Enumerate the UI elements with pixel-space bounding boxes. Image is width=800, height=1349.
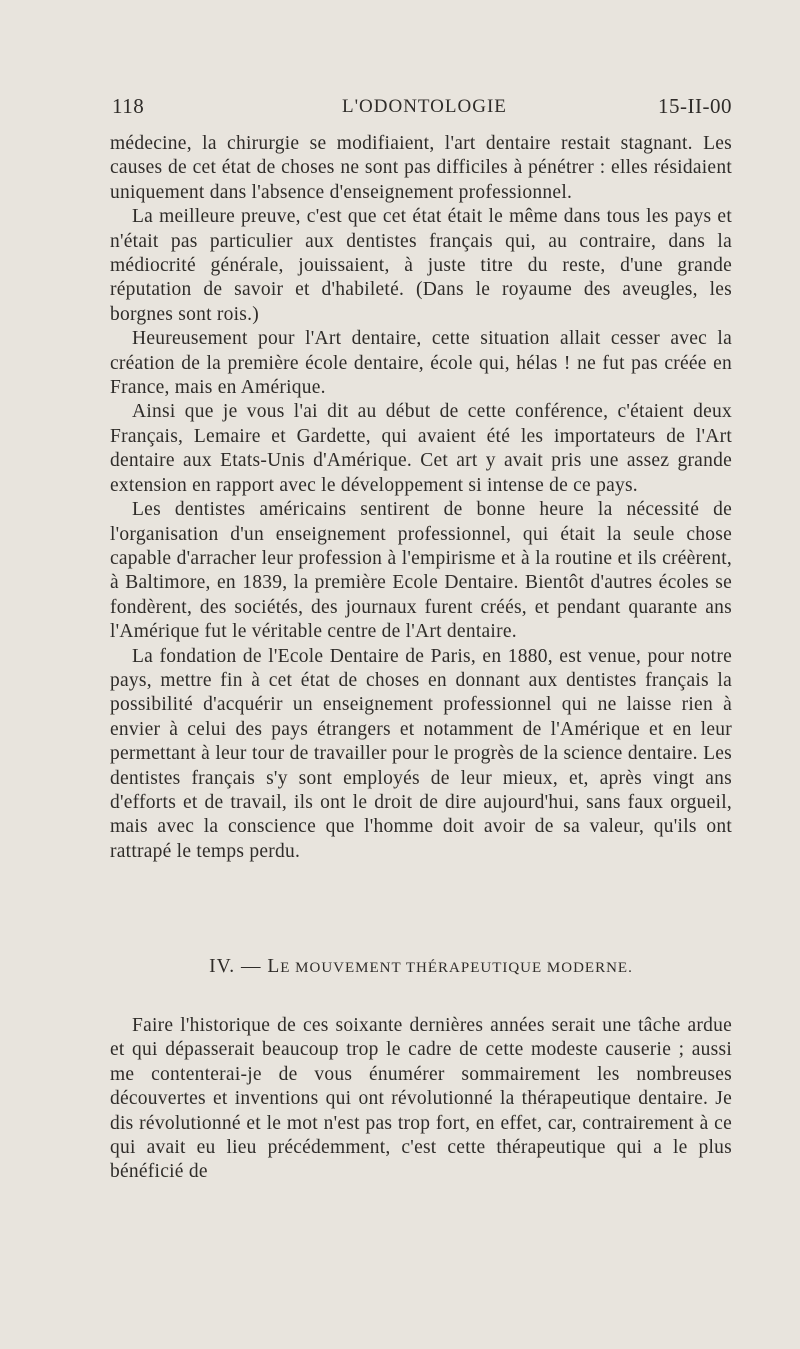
issue-date: 15-II-00 [658,94,732,118]
paragraph: Les dentistes américains sentirent de bonne heure la nécessité de l'organisation d'un enseignement professionnel, qui était la seule chose capable d'arracher leur profession à l'empirisme et à la routine et ils créèrent, à Baltimore, en 1839, la première Ecole Dentaire. Bientôt d'autres écoles se fondèrent, des sociétés, des journaux furent créés, et pendant quarante ans l'Amérique fut le véritable centre de l'Art dentaire. [110,499,732,643]
paragraph: Ainsi que je vous l'ai dit au début de cette conférence, c'étaient deux Français, Lemaire et Gardette, qui avaient été les importateurs de l'Art dentaire aux Etats-Unis d'Amérique. Cet art y avait pris une assez grande extension en rapport avec le développement si intense de ce pays. [110,401,732,496]
body-text [110,132,732,864]
paragraph: Faire l'historique de ces soixante dernières années serait une tâche ardue et qui dépasserait beaucoup trop le cadre de cette modeste causerie ; aussi me contenterai-je de vous énumérer sommairement les nombreuses découvertes et inventions qui ont révolutionné la thérapeutique dentaire. Je dis révolutionné et le mot n'est pas trop fort, en effet, car, contrairement à ce qui avait eu lieu précédemment, c'est cette thérapeutique qui a le plus bénéficié de [110,1015,732,1183]
paragraph: Heureusement pour l'Art dentaire, cette situation allait cesser avec la création de la première école dentaire, école qui, hélas ! ne fut pas créée en France, mais en Amérique. [110,328,732,399]
section-heading [110,956,732,978]
running-title: L'ODONTOLOGIE [342,96,507,117]
paragraph: médecine, la chirurgie se modifiaient, l'art dentaire restait stagnant. Les causes de cet état de choses ne sont pas difficiles à pénétrer : elles résidaient uniquement dans l'absence d'enseignement professionnel. [110,133,732,203]
paragraph: La meilleure preuve, c'est que cet état était le même dans tous les pays et n'était pas particulier aux dentistes français qui, au contraire, dans la médiocrité générale, jouissaient, à juste titre du reste, d'une grande réputation de savoir et d'habileté. (Dans le royaume des aveugles, les borgnes sont rois.) [110,206,732,325]
section-numeral: IV. — [209,956,262,977]
body-text-continued [110,1014,732,1185]
page-header [112,94,732,124]
section-title: E MOUVEMENT THÉRAPEUTIQUE MODERNE. [280,960,633,976]
section-title-initial: L [267,956,281,977]
page-number: 118 [112,94,145,118]
paragraph: La fondation de l'Ecole Dentaire de Paris, en 1880, est venue, pour notre pays, mettre fin à cet état de choses en donnant aux dentistes français la possibilité d'acquérir un enseignement professionnel qui ne laisse rien à envier à celui des pays étrangers et notamment de l'Amérique et en leur permettant à leur tour de travailler pour le progrès de la science dentaire. Les dentistes français s'y sont employés de leur mieux, et, après vingt ans d'efforts et de travail, ils ont le droit de dire aujourd'hui, sans faux orgueil, mais avec la conscience que l'homme doit avoir de sa valeur, qu'ils ont rattrapé le temps perdu. [110,645,732,862]
